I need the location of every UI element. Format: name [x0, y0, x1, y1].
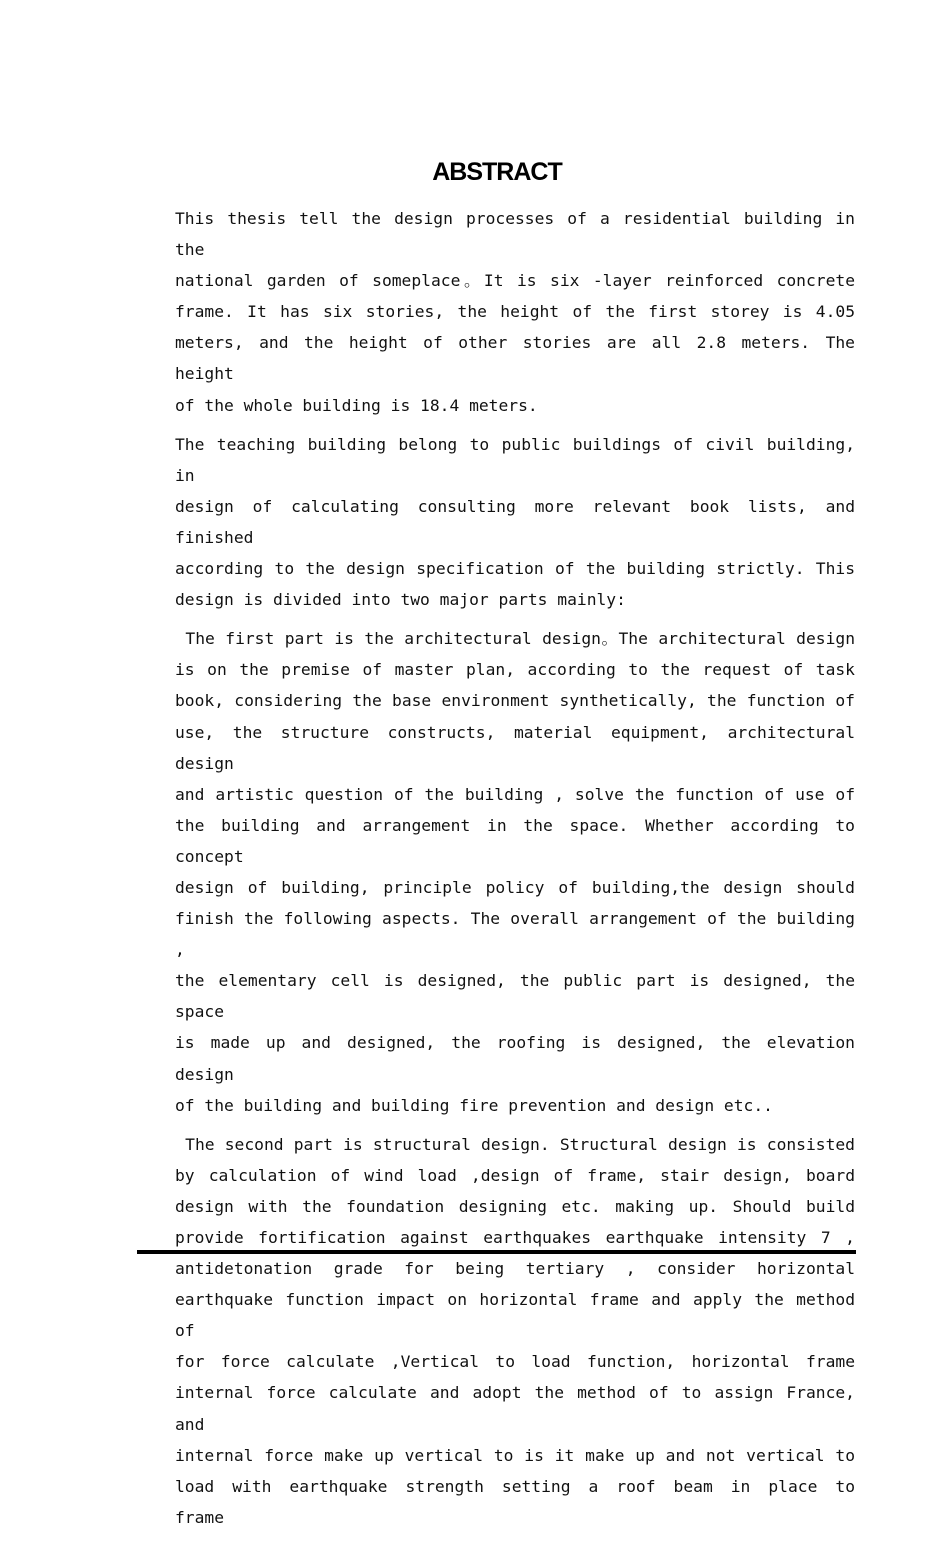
- text-line: The first part is the architectural design。The architectural design: [175, 629, 855, 649]
- text-line: is on the premise of master plan, according to the request of task: [175, 660, 855, 680]
- text-line: internal force make up vertical to is it make up and not vertical to: [175, 1445, 855, 1465]
- text-line: for force calculate ,Vertical to load function, horizontal frame: [175, 1352, 855, 1372]
- paragraph-architectural-design: [175, 623, 855, 1121]
- paragraph-intro: [175, 203, 855, 421]
- text-line: meters, and the height of other stories are all 2.8 meters. The height: [175, 333, 855, 384]
- text-line: The second part is structural design. Structural design is consisted: [175, 1134, 855, 1154]
- text-line: finish the following aspects. The overall arrangement of the building ,: [175, 909, 855, 960]
- text-line: is made up and designed, the roofing is designed, the elevation design: [175, 1033, 855, 1084]
- text-line: antidetonation grade for being tertiary , consider horizontal: [175, 1259, 855, 1279]
- text-line: design is divided into two major parts mainly:: [175, 590, 626, 610]
- text-line: provide fortification against earthquakes earthquake intensity 7 ,: [175, 1228, 855, 1247]
- text-line: according to the design specification of the building strictly. This: [175, 559, 855, 579]
- text-line: frame. It has six stories, the height of the first storey is 4.05: [175, 302, 855, 322]
- text-line: of the building and building fire prevention and design etc..: [175, 1095, 773, 1115]
- abstract-body: [175, 203, 855, 1541]
- text-line: the building and arrangement in the space. Whether according to concept: [175, 815, 855, 866]
- text-line: and artistic question of the building , solve the function of use of: [175, 784, 855, 804]
- text-line: frame: [175, 1507, 225, 1527]
- text-line: of the whole building is 18.4 meters.: [175, 395, 538, 415]
- text-line: design of calculating consulting more relevant book lists, and finished: [175, 496, 855, 547]
- abstract-title: ABSTRACT: [432, 158, 562, 186]
- text-line: national garden of someplace。It is six -layer reinforced concrete: [175, 271, 855, 291]
- text-line: earthquake function impact on horizontal frame and apply the method of: [175, 1290, 855, 1341]
- text-line: design of building, principle policy of building,the design should: [175, 877, 855, 897]
- text-line: book, considering the base environment synthetically, the function of: [175, 691, 855, 711]
- text-line: use, the structure constructs, material equipment, architectural design: [175, 722, 855, 773]
- text-line: internal force calculate and adopt the method of to assign France, and: [175, 1383, 855, 1434]
- paragraph-building-type: [175, 429, 855, 616]
- paragraph-structural-design: [175, 1129, 855, 1533]
- text-line: design with the foundation designing etc. making up. Should build: [175, 1196, 855, 1216]
- text-line: load with earthquake strength setting a roof beam in place to: [175, 1476, 855, 1496]
- text-line: by calculation of wind load ,design of frame, stair design, board: [175, 1165, 855, 1185]
- text-line: the elementary cell is designed, the public part is designed, the space: [175, 971, 855, 1022]
- text-line: The teaching building belong to public buildings of civil building, in: [175, 434, 855, 485]
- text-line: This thesis tell the design processes of a residential building in the: [175, 209, 855, 260]
- footer-divider: [137, 1250, 856, 1254]
